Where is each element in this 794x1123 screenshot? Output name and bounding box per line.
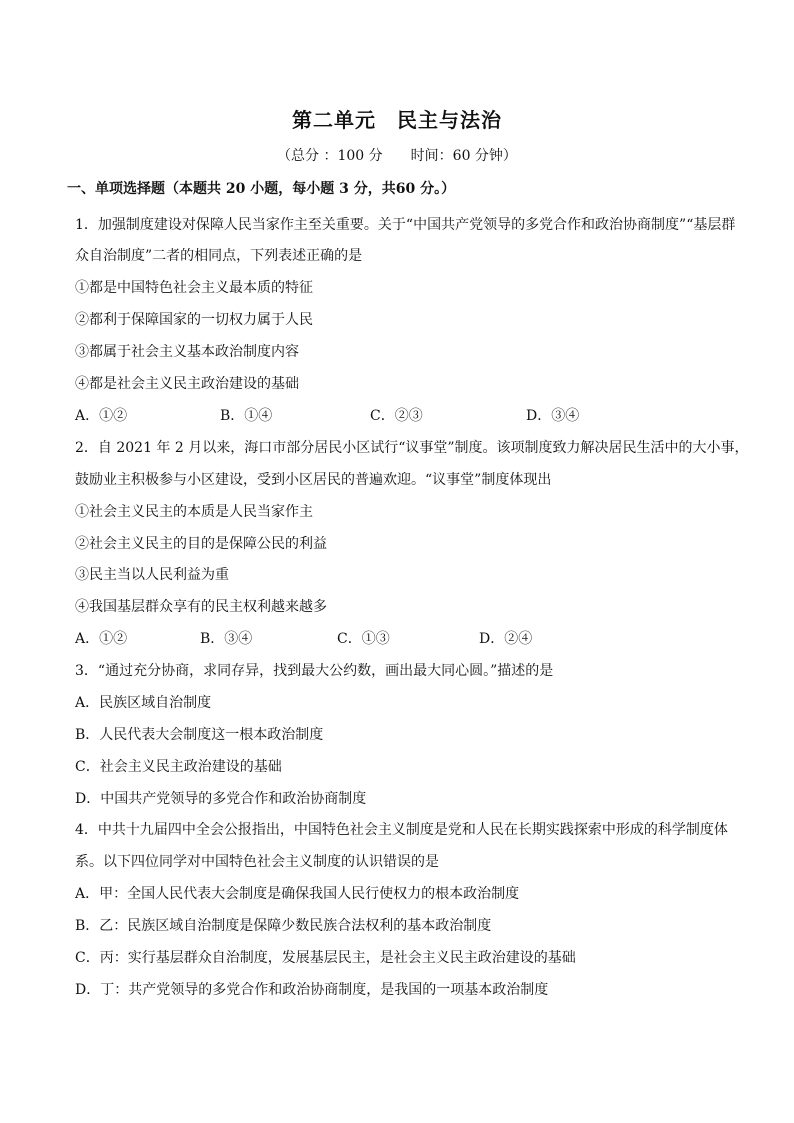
question-3-option-d: D．中国共产党领导的多党合作和政治协商制度 xyxy=(75,791,367,807)
question-2-option-c: C．①③ xyxy=(337,631,390,647)
question-1-stem-line-1: 1．加强制度建设对保障人民当家作主至关重要。关于“中国共产党领导的多党合作和政治协商制度”“基层群 xyxy=(75,217,736,233)
question-1-option-d: D．③④ xyxy=(526,408,580,424)
question-2-statement-4: ④我国基层群众享有的民主权利越来越多 xyxy=(75,599,327,615)
question-3-option-b: B．人民代表大会制度这一根本政治制度 xyxy=(75,727,324,743)
question-2-statement-1: ①社会主义民主的本质是人民当家作主 xyxy=(75,504,313,520)
question-4-stem-line-2: 系。以下四位同学对中国特色社会主义制度的认识错误的是 xyxy=(75,854,439,870)
question-2-option-d: D．②④ xyxy=(479,631,533,647)
question-1-statement-4: ④都是社会主义民主政治建设的基础 xyxy=(75,376,299,392)
question-1-statement-3: ③都属于社会主义基本政治制度内容 xyxy=(75,344,299,360)
question-4-option-d: D．丁：共产党领导的多党合作和政治协商制度，是我国的一项基本政治制度 xyxy=(75,982,549,998)
question-2-stem-line-2: 鼓励业主积极参与小区建设，受到小区居民的普遍欢迎。“议事堂”制度体现出 xyxy=(75,472,552,488)
question-4-option-c: C．丙：实行基层群众自治制度，发展基层民主，是社会主义民主政治建设的基础 xyxy=(75,950,576,966)
question-2-statement-2: ②社会主义民主的目的是保障公民的利益 xyxy=(75,536,327,552)
question-4-option-b: B．乙：民族区域自治制度是保障少数民族合法权利的基本政治制度 xyxy=(75,918,492,934)
page-title: 第二单元 民主与法治 xyxy=(292,108,502,132)
question-1-statement-1: ①都是中国特色社会主义最本质的特征 xyxy=(75,280,313,296)
question-1-statement-2: ②都利于保障国家的一切权力属于人民 xyxy=(75,312,313,328)
section-heading: 一、单项选择题（本题共 20 小题，每小题 3 分，共60 分。） xyxy=(67,181,456,197)
question-1-option-c: C．②③ xyxy=(370,408,423,424)
question-3-option-a: A．民族区域自治制度 xyxy=(75,695,212,711)
exam-info: （总分 ：100 分 时间：60 分钟） xyxy=(277,148,517,164)
question-2-option-a: A．①② xyxy=(75,631,128,647)
question-3-option-c: C．社会主义民主政治建设的基础 xyxy=(75,759,282,775)
question-2-option-b: B．③④ xyxy=(200,631,253,647)
question-1-option-b: B．①④ xyxy=(220,408,273,424)
question-1-stem-line-2: 众自治制度”二者的相同点，下列表述正确的是 xyxy=(75,248,363,264)
question-4-stem-line-1: 4．中共十九届四中全会公报指出，中国特色社会主义制度是党和人民在长期实践探索中形成的科学制度体 xyxy=(75,822,728,838)
question-3-stem: 3．“通过充分协商，求同存异，找到最大公约数，画出最大同心圆。”描述的是 xyxy=(75,663,554,679)
question-2-statement-3: ③民主当以人民利益为重 xyxy=(75,567,229,583)
question-1-option-a: A．①② xyxy=(75,408,128,424)
question-4-option-a: A．甲：全国人民代表大会制度是确保我国人民行使权力的根本政治制度 xyxy=(75,886,520,902)
question-2-stem-line-1: 2．自 2021 年 2 月以来，海口市部分居民小区试行“议事堂”制度。该项制度致力解决居民生活中的大小事， xyxy=(75,440,749,456)
